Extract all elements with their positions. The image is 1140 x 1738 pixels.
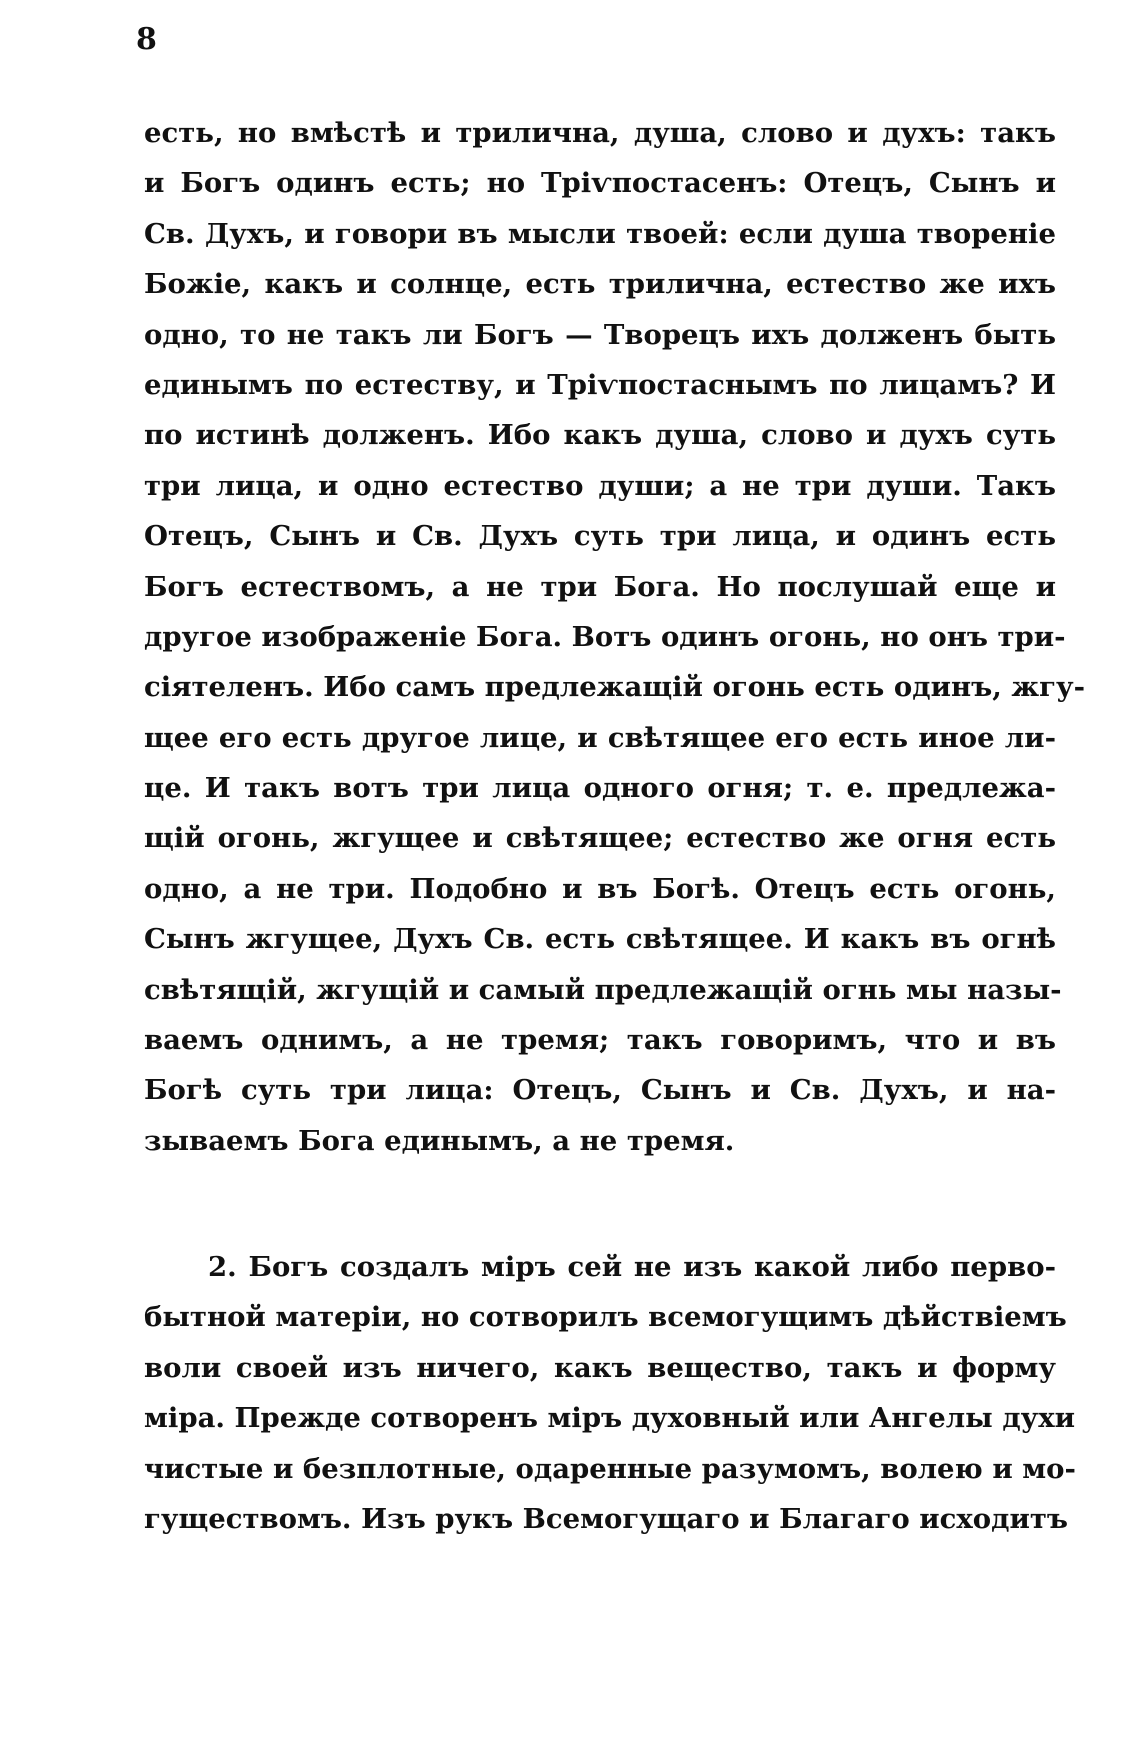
text-line: сiятеленъ. Ибо самъ предлежащiй огонь есть одинъ, жгу-	[144, 671, 1085, 704]
text-line: мiра. Прежде сотворенъ мiръ духовный или Ангелы духи	[144, 1402, 1076, 1435]
text-line: Сынъ жгущее, Духъ Св. есть свѣтящее. И какъ въ огнѣ	[144, 923, 1056, 956]
text-line: ваемъ однимъ, а не тремя; такъ говоримъ, что и въ	[144, 1024, 1056, 1057]
text-line: чистые и безплотные, одаренные разумомъ, волею и мо-	[144, 1452, 1076, 1485]
paragraph-2	[144, 1242, 1076, 1544]
text-line: Отецъ, Сынъ и Св. Духъ суть три лица, и одинъ есть	[144, 520, 1056, 553]
text-line: Богѣ суть три лица: Отецъ, Сынъ и Св. Духъ, и на-	[144, 1074, 1056, 1107]
text-line: це. И такъ вотъ три лица одного огня; т. е. предлежа-	[144, 772, 1056, 805]
text-line: другое изображенiе Бога. Вотъ одинъ огонь, но онъ три-	[144, 620, 1066, 653]
text-line: щее его есть другое лице, и свѣтящее его есть иное ли-	[144, 721, 1056, 754]
text-line: свѣтящiй, жгущiй и самый предлежащiй огнь мы назы-	[144, 973, 1062, 1006]
text-line: Св. Духъ, и говори въ мысли твоей: если душа творенiе	[144, 217, 1056, 250]
text-line: и Богъ одинъ есть; но Трiѵпостасенъ: Отецъ, Сынъ и	[144, 167, 1056, 200]
page-number: 8	[136, 22, 157, 57]
text-line: щiй огонь, жгущее и свѣтящее; естество же огня есть	[144, 822, 1056, 855]
text-line: одно, то не такъ ли Богъ — Творецъ ихъ долженъ быть	[144, 318, 1056, 351]
text-line: одно, а не три. Подобно и въ Богѣ. Отецъ есть огонь,	[144, 872, 1056, 905]
text-line: 2. Богъ создалъ мiръ сей не изъ какой либо перво-	[208, 1251, 1056, 1283]
text-line: Богъ естествомъ, а не три Бога. Но послушай еще и	[144, 570, 1056, 603]
text-line: по истинѣ долженъ. Ибо какъ душа, слово и духъ суть	[144, 419, 1056, 452]
text-line: есть, но вмѣстѣ и трилична, душа, слово и духъ: такъ	[144, 117, 1056, 149]
text-line: бытной матерiи, но сотворилъ всемогущимъ дѣйствiемъ	[144, 1301, 1067, 1334]
text-line: воли своей изъ ничего, какъ вещество, такъ и форму	[144, 1351, 1056, 1384]
text-line: Божiе, какъ и солнце, есть трилична, естество же ихъ	[144, 268, 1056, 301]
text-line: гуществомъ. Изъ рукъ Всемогущаго и Благаго исходитъ	[144, 1502, 1069, 1535]
paragraph-continued	[144, 108, 1085, 1166]
text-line: единымъ по естеству, и Трiѵпостаснымъ по лицамъ? И	[144, 368, 1056, 401]
text-line: зываемъ Бога единымъ, а не тремя.	[144, 1124, 735, 1157]
text-line: три лица, и одно естество души; а не три души. Такъ	[144, 469, 1056, 502]
